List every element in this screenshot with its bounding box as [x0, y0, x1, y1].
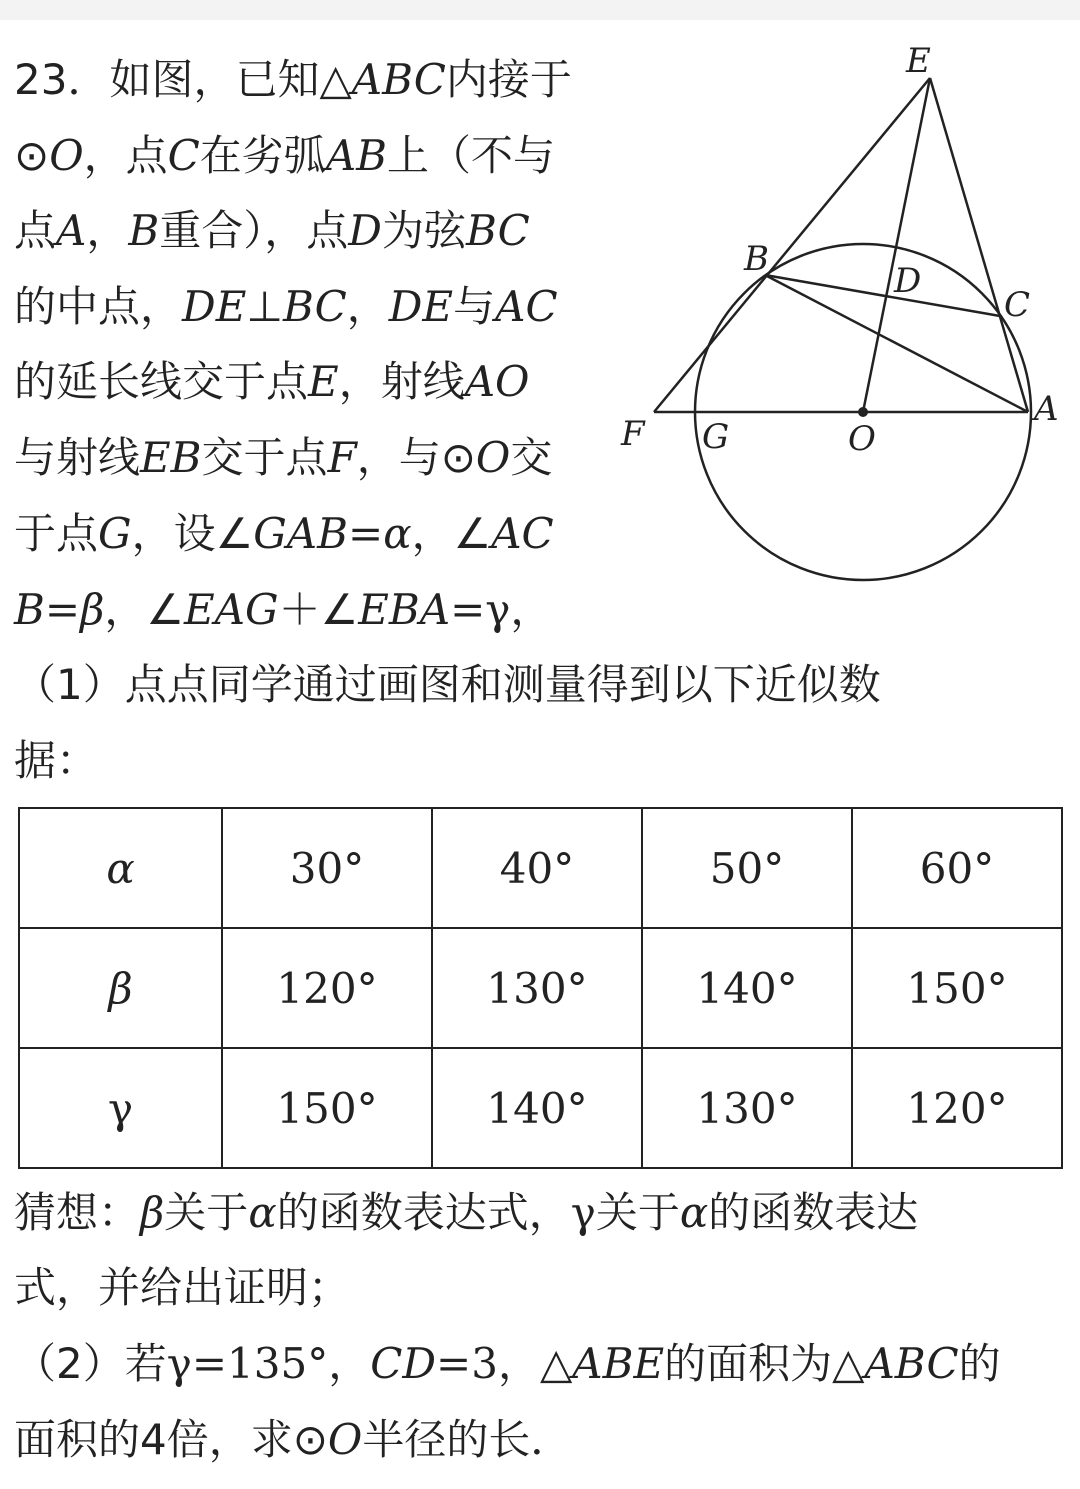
text-segment: ⊙ [14, 131, 50, 180]
text-segment: α [383, 509, 412, 558]
text-segment: 23．如图，已知 [14, 55, 320, 104]
text-segment: 重合），点 [159, 206, 349, 255]
table-cell: 130° [432, 928, 642, 1048]
text-segment: DE [182, 282, 247, 331]
text-segment: F [327, 433, 357, 482]
text-segment: ，△ [497, 1339, 573, 1388]
text-segment: γ [570, 1188, 596, 1237]
text-segment: 的 [958, 1339, 1001, 1388]
part1-line-1 [14, 656, 881, 714]
text-segment: β [80, 585, 105, 634]
text-segment: ＋∠ [278, 585, 359, 634]
text-segment: 的延长线交于点 [14, 357, 309, 406]
text-segment: A [56, 206, 87, 255]
text-segment: 关于 [595, 1188, 680, 1237]
text-segment: 交于点 [201, 433, 328, 482]
text-segment: AO [464, 357, 530, 406]
text-segment: BC [465, 206, 530, 255]
text-segment: 与 [453, 282, 496, 331]
text-segment: O [475, 433, 511, 482]
text-segment: 内接于 [445, 55, 572, 104]
text-segment: 上（不与 [387, 131, 556, 180]
conjecture-line-2 [14, 1259, 350, 1317]
line-ea [930, 78, 1031, 412]
part2-line-1 [14, 1335, 1001, 1393]
text-segment: △ [319, 55, 352, 104]
text-segment: EBA [358, 585, 451, 634]
part1-line-2 [14, 732, 98, 790]
text-segment: 猜想： [14, 1188, 141, 1237]
label-o: O [848, 419, 876, 459]
text-segment: EAG [184, 585, 279, 634]
table-cell: 140° [642, 928, 852, 1048]
text-segment: 据： [14, 736, 99, 785]
text-segment: ABC [351, 55, 446, 104]
table-row-gamma [19, 1048, 1062, 1168]
text-segment: = [450, 585, 486, 634]
label-f: F [621, 414, 645, 454]
text-segment: γ [166, 1339, 192, 1388]
text-segment: ，∠ [104, 585, 185, 634]
text-segment: 点 [14, 206, 57, 255]
table-cell: 50° [642, 808, 852, 928]
text-segment: CD [370, 1339, 437, 1388]
text-segment: EB [140, 433, 202, 482]
row-header-gamma: γ [19, 1048, 222, 1168]
geometry-figure [0, 0, 1080, 620]
text-segment: γ [485, 585, 511, 634]
text-segment: ，设∠ [131, 509, 254, 558]
text-segment: C [167, 131, 200, 180]
text-segment: α [248, 1188, 277, 1237]
text-segment: 交 [510, 433, 553, 482]
text-segment: 135° [227, 1339, 329, 1388]
text-segment: 的函数表达 [708, 1188, 919, 1237]
text-segment: O [327, 1415, 363, 1464]
text-segment: ， [328, 1339, 371, 1388]
text-segment: （2）若 [14, 1339, 167, 1388]
text-segment: 的中点， [14, 282, 183, 331]
table-cell: 30° [222, 808, 432, 928]
text-segment: AC [495, 282, 558, 331]
text-segment: = [347, 509, 384, 558]
text-segment: 3 [471, 1339, 498, 1388]
text-segment: β [140, 1188, 165, 1237]
text-segment: B [14, 585, 45, 634]
label-c: C [1004, 285, 1031, 325]
text-segment: G [98, 509, 132, 558]
text-segment: E [308, 357, 339, 406]
row-header-alpha: α [19, 808, 222, 928]
text-segment: AC [491, 509, 554, 558]
table-cell: 150° [852, 928, 1062, 1048]
text-segment: ，射线 [338, 357, 465, 406]
text-segment: GAB [253, 509, 348, 558]
part2-line-2 [14, 1411, 572, 1469]
label-g: G [702, 417, 730, 457]
label-a: A [1034, 389, 1059, 429]
table-cell: 150° [222, 1048, 432, 1168]
text-segment: AB [325, 131, 388, 180]
text-segment: ， [346, 282, 389, 331]
text-segment: = [436, 1339, 472, 1388]
table-cell: 60° [852, 808, 1062, 928]
table-cell: 120° [222, 928, 432, 1048]
table-row-beta [19, 928, 1062, 1048]
label-b: B [744, 239, 769, 279]
text-segment: 关于 [164, 1188, 249, 1237]
text-segment: BC [282, 282, 347, 331]
text-segment: DE [388, 282, 454, 331]
text-segment: 的面积为△ [664, 1339, 865, 1388]
text-segment: ⊥ [246, 282, 283, 331]
text-segment: ，点 [83, 131, 168, 180]
table-cell: 120° [852, 1048, 1062, 1168]
text-segment: = [44, 585, 81, 634]
table-row-alpha [19, 808, 1062, 928]
text-segment: α [679, 1188, 709, 1237]
text-segment: ABC [864, 1339, 959, 1388]
table-cell: 130° [642, 1048, 852, 1168]
angle-table [18, 807, 1063, 1169]
text-segment: ， [510, 585, 553, 634]
text-segment: 与射线 [14, 433, 141, 482]
table-cell: 140° [432, 1048, 642, 1168]
text-segment: 为弦 [381, 206, 466, 255]
text-segment: 于点 [14, 509, 99, 558]
text-segment: 面积的4倍，求⊙ [14, 1415, 328, 1464]
text-segment: O [49, 131, 84, 180]
label-e: E [906, 41, 931, 81]
text-segment: = [191, 1339, 228, 1388]
label-d: D [894, 261, 922, 301]
text-segment: B [128, 206, 160, 255]
text-segment: ， [86, 206, 129, 255]
text-segment: 在劣弧 [199, 131, 326, 180]
text-segment: 式，并给出证明； [14, 1263, 351, 1312]
row-header-beta: β [19, 928, 222, 1048]
text-segment: 半径的长． [362, 1415, 573, 1464]
text-segment: ，∠ [411, 509, 492, 558]
text-segment: ABE [572, 1339, 665, 1388]
text-segment: 的函数表达式， [276, 1188, 571, 1237]
text-segment: D [348, 206, 382, 255]
text-segment: （1）点点同学通过画图和测量得到以下近似数 [14, 660, 881, 709]
table-cell: 40° [432, 808, 642, 928]
conjecture-line-1 [14, 1184, 918, 1242]
text-segment: ，与⊙ [356, 433, 476, 482]
center-dot [858, 407, 868, 417]
